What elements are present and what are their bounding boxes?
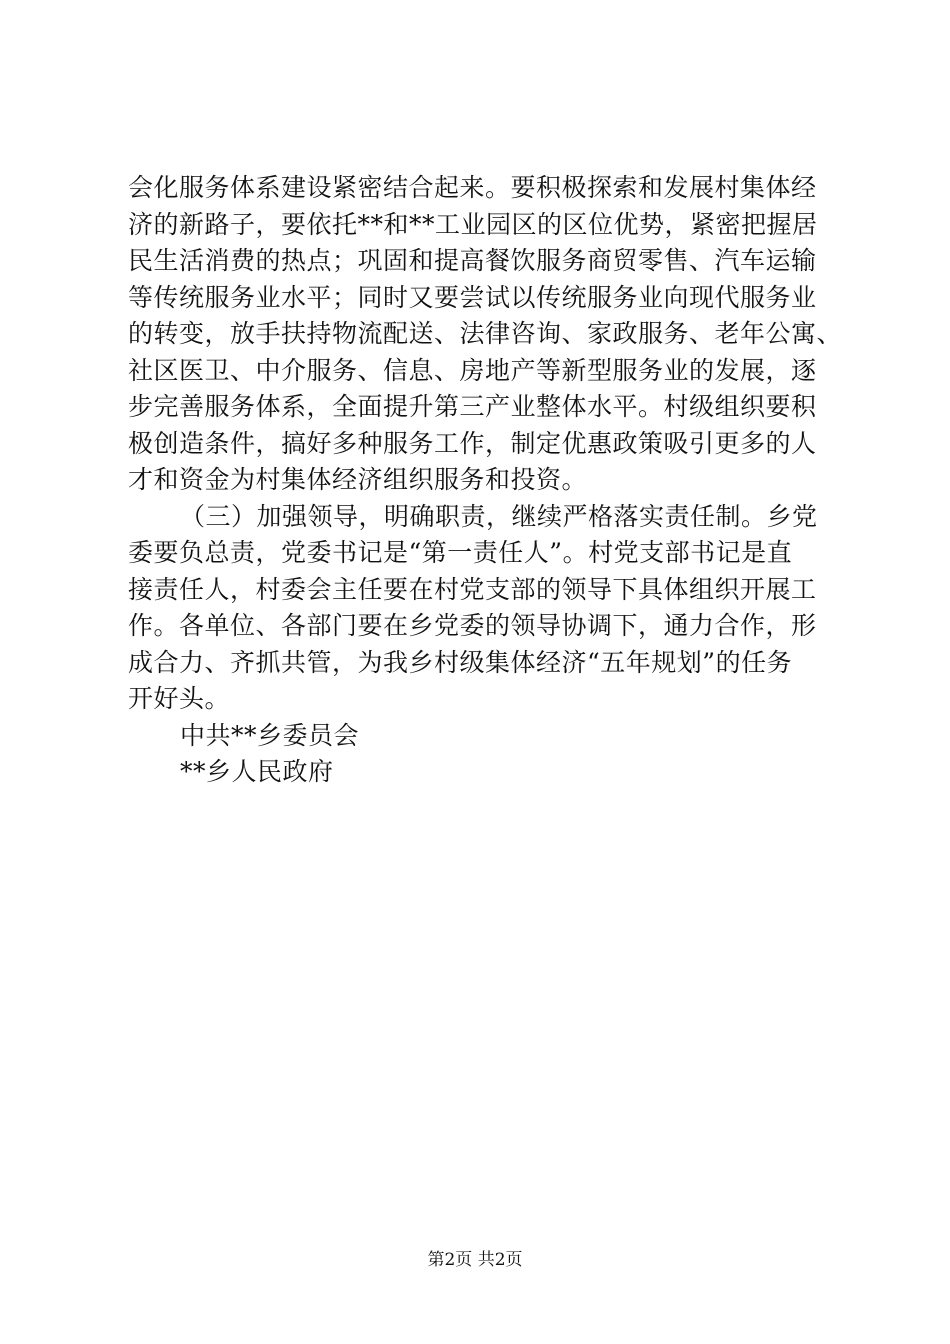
text-line: 成合力、齐抓共管，为我乡村级集体经济“五年规划”的任务 [128,647,793,677]
text-line: 开好头。 [128,684,231,713]
page-footer [0,1245,950,1270]
text-line: 才和资金为村集体经济组织服务和投资。 [128,465,588,494]
signature-government: **乡人民政府 [180,757,334,786]
text-line: 社区医卫、中介服务、信息、房地产等新型服务业的发展，逐 [128,355,817,385]
text-line: 等传统服务业水平；同时又要尝试以传统服务业向现代服务业 [128,282,817,312]
signature-party-committee: 中共**乡委员会 [180,720,360,750]
text-line: 会化服务体系建设紧密结合起来。要积极探索和发展村集体经 [128,173,817,202]
text-line: 济的新路子，要依托**和**工业园区的区位优势，紧密把握居 [128,209,818,239]
text-line: 极创造条件，搞好多种服务工作，制定优惠政策吸引更多的人 [128,428,817,458]
text-line: 的转变，放手扶持物流配送、法律咨询、家政服务、老年公寓、 [128,319,843,348]
text-line: 委要负总责，党委书记是“第一责任人”。村党支部书记是直 [128,538,793,567]
text-line: 作。各单位、各部门要在乡党委的领导协调下，通力合作，形 [128,611,817,640]
paragraph-start-line: （三）加强领导，明确职责，继续严格落实责任制。乡党 [180,501,818,531]
text-line: 接责任人，村委会主任要在村党支部的领导下具体组织开展工 [128,574,817,604]
document-body [128,170,843,791]
page-number: 第2页 共2页 [427,1250,523,1270]
text-line: 民生活消费的热点；巩固和提高餐饮服务商贸零售、汽车运输 [128,246,817,275]
text-line: 步完善服务体系，全面提升第三产业整体水平。村级组织要积 [128,392,817,421]
